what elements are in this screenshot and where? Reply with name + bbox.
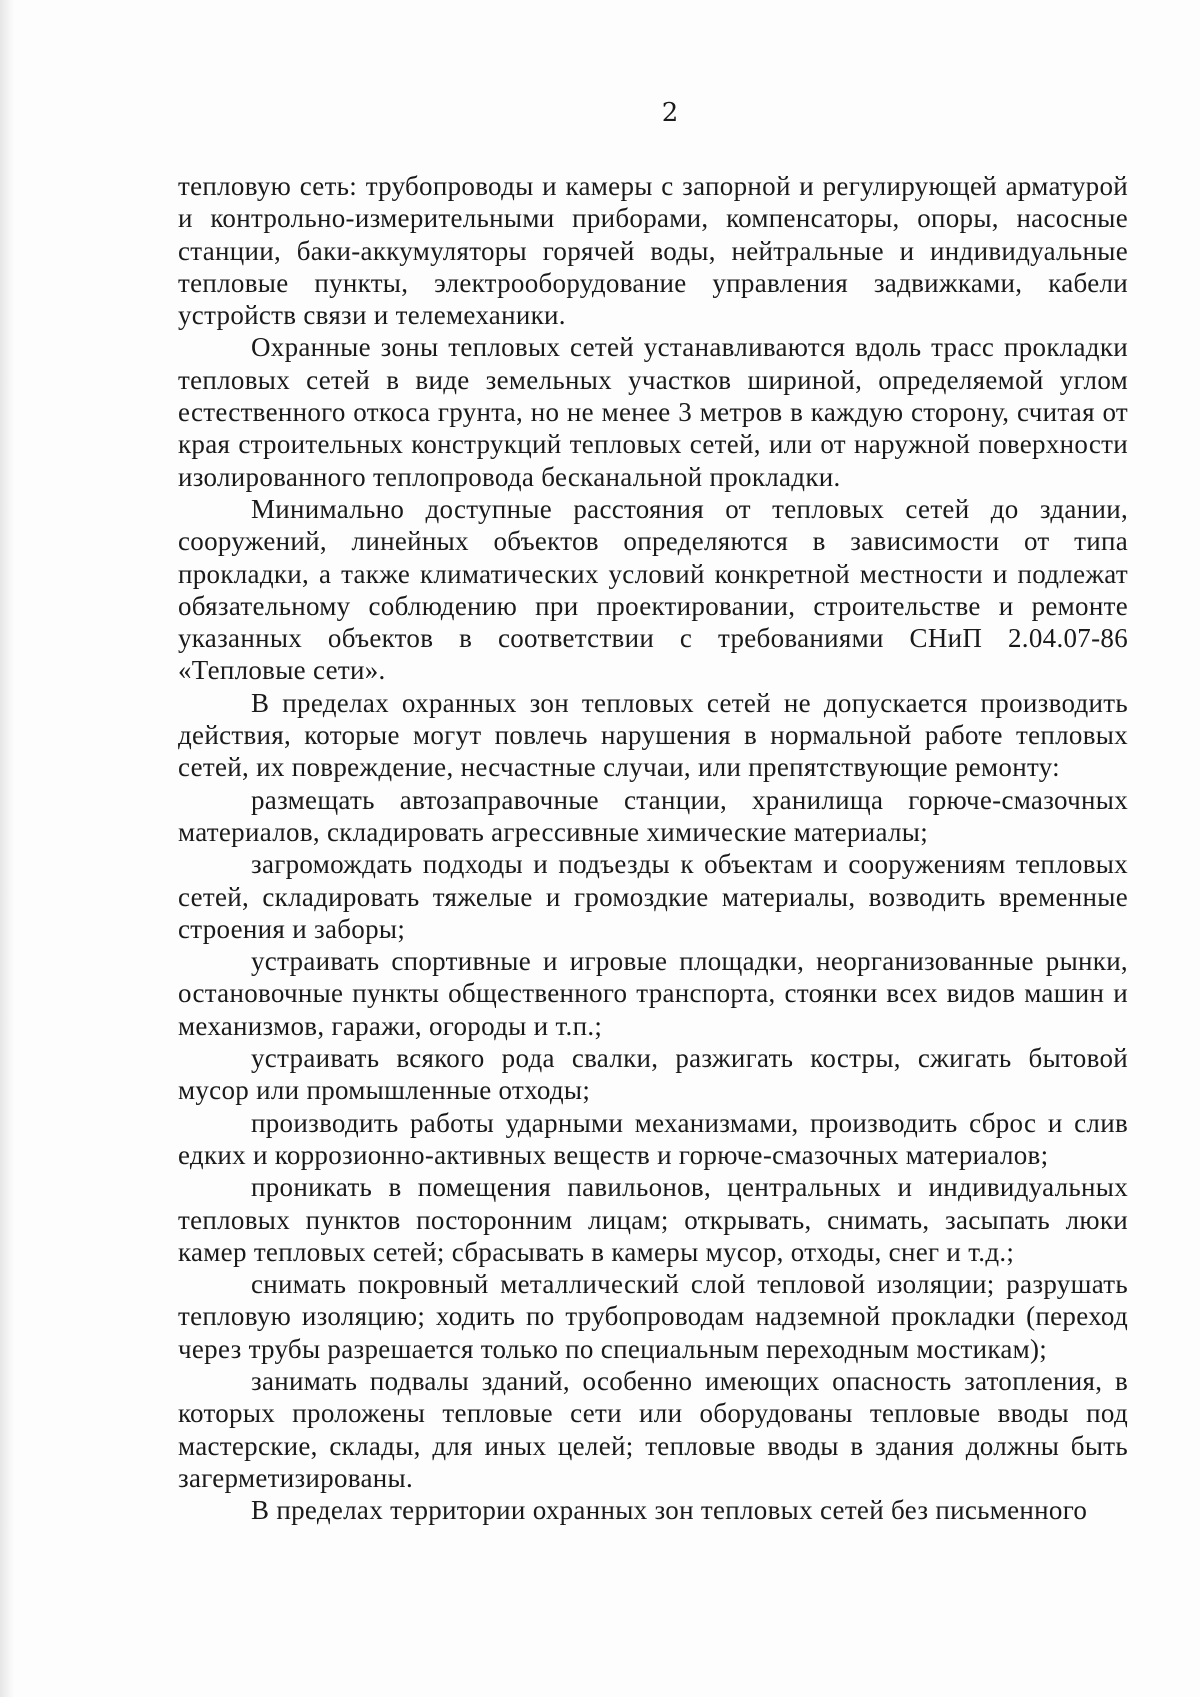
list-item-7: снимать покровный металлический слой тепловой изоляции; разрушать тепловую изоляцию; ходить по трубопроводам надземной прокладки (переход через трубы разрешается только по специальным переходным мостикам); [178, 1269, 1128, 1364]
paragraph-1: тепловую сеть: трубопроводы и камеры с запорной и регулирующей арматурой и контрольно-измерительными приборами, компенсаторы, опоры, насосные станции, баки-аккумуляторы горячей воды, нейтральные и индивидуальные тепловые пункты, электрооборудование управления задвижками, кабели устройств связи и телемеханики. [178, 171, 1128, 331]
document-body [178, 170, 1128, 1526]
page-number: 2 [661, 98, 679, 128]
paragraph-4: В пределах охранных зон тепловых сетей не допускается производить действия, которые могут повлечь нарушения в нормальной работе тепловых сетей, их повреждение, несчастные случаи, или препятствующие ремонту: [178, 687, 1128, 783]
list-item-3: устраивать спортивные и игровые площадки, неорганизованные рынки, остановочные пункты общественного транспорта, стоянки всех видов машин и механизмов, гаражи, огороды и т.п.; [178, 946, 1128, 1041]
scan-edge [0, 0, 14, 1697]
list-item-2: загромождать подходы и подъезды к объектам и сооружениям тепловых сетей, складировать тяжелые и громоздкие материалы, возводить временные строения и заборы; [178, 849, 1128, 944]
paragraph-3: Минимально доступные расстояния от тепловых сетей до здании, сооружений, линейных объектов определяются в зависимости от типа прокладки, а также климатических условий конкретной местности и подлежат обязательному соблюдению при проектировании, строительстве и ремонте указанных объектов в соответствии с требованиями СНиП 2.04.07-86 «Тепловые сети». [178, 493, 1128, 686]
list-item-6: проникать в помещения павильонов, центральных и индивидуальных тепловых пунктов посторонним лицам; открывать, снимать, засыпать люки камер тепловых сетей; сбрасывать в камеры мусор, отходы, снег и т.д.; [178, 1172, 1128, 1267]
list-item-1: размещать автозаправочные станции, хранилища горюче-смазочных материалов, складировать агрессивные химические материалы; [178, 784, 1128, 847]
paragraph-5: В пределах территории охранных зон тепловых сетей без письменного [251, 1495, 1088, 1526]
list-item-4: устраивать всякого рода свалки, разжигать костры, сжигать бытовой мусор или промышленные отходы; [178, 1043, 1128, 1106]
paragraph-2: Охранные зоны тепловых сетей устанавливаются вдоль трасс прокладки тепловых сетей в виде земельных участков шириной, определяемой углом естественного откоса грунта, но не менее 3 метров в каждую сторону, считая от края строительных конструкций тепловых сетей, или от наружной поверхности изолированного теплопровода бесканальной прокладки. [178, 332, 1128, 492]
list-item-8: занимать подвалы зданий, особенно имеющих опасность затопления, в которых проложены тепловые сети или оборудованы тепловые вводы под мастерские, склады, для иных целей; тепловые вводы в здания должны быть загерметизированы. [178, 1365, 1128, 1493]
list-item-5: производить работы ударными механизмами, производить сброс и слив едких и коррозионно-активных веществ и горюче-смазочных материалов; [178, 1107, 1128, 1170]
